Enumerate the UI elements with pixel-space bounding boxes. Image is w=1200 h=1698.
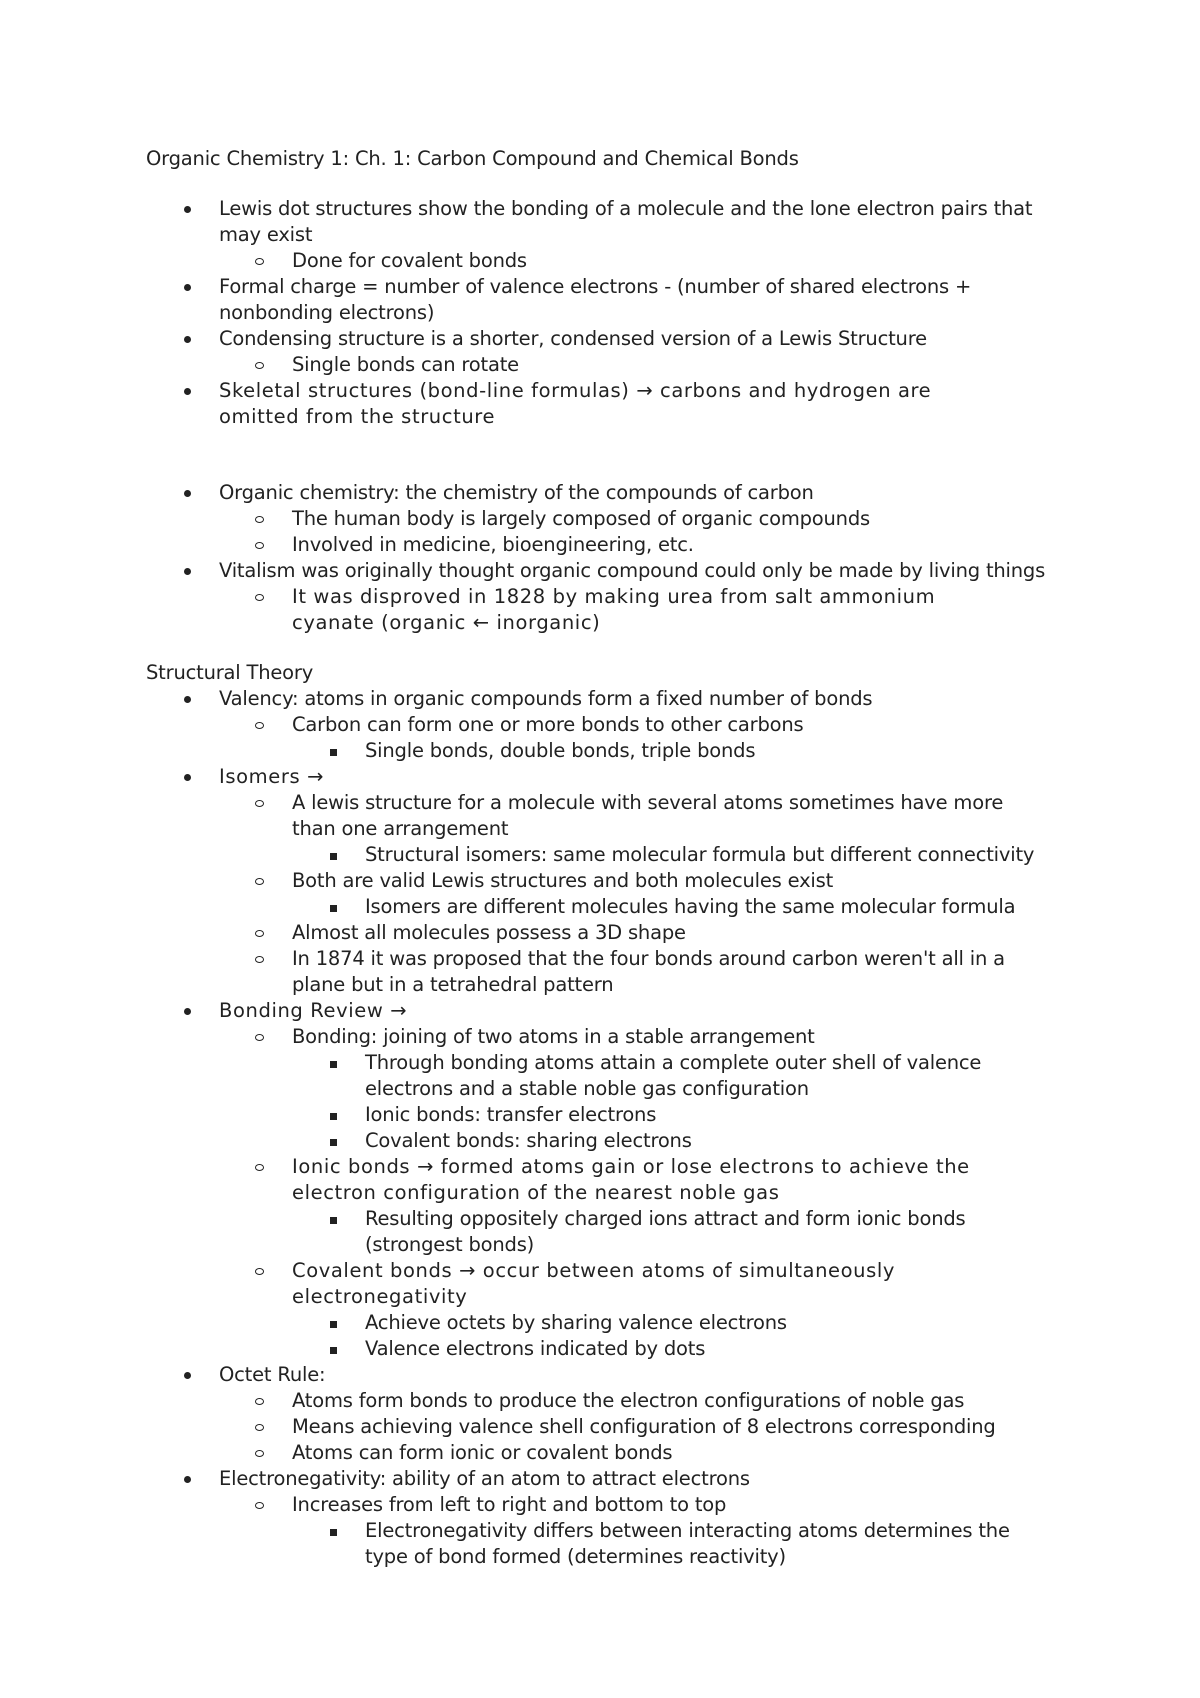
hollow-bullet-icon bbox=[246, 868, 276, 894]
list-item: Electronegativity differs between interacting atoms determines the type of bond formed (determines reactivity) bbox=[0, 1518, 1200, 1570]
list-item: Organic chemistry: the chemistry of the compounds of carbon bbox=[0, 480, 1200, 506]
document-title: Organic Chemistry 1: Ch. 1: Carbon Compound and Chemical Bonds bbox=[146, 147, 799, 170]
square-bullet-icon bbox=[320, 1518, 350, 1544]
hollow-bullet-icon bbox=[246, 1492, 276, 1518]
list-item: Lewis dot structures show the bonding of a molecule and the lone electron pairs that may exist bbox=[0, 196, 1200, 248]
list-item: Electronegativity: ability of an atom to attract electrons bbox=[0, 1466, 1200, 1492]
hollow-bullet-icon bbox=[246, 946, 276, 972]
list-item: Resulting oppositely charged ions attract and form ionic bonds (strongest bonds) bbox=[0, 1206, 1200, 1258]
list-item: Atoms can form ionic or covalent bonds bbox=[0, 1440, 1200, 1466]
bullet-icon bbox=[174, 326, 204, 352]
square-bullet-icon bbox=[320, 1102, 350, 1128]
list-item: Structural isomers: same molecular formula but different connectivity bbox=[0, 842, 1200, 868]
list-item: Both are valid Lewis structures and both molecules exist bbox=[0, 868, 1200, 894]
hollow-bullet-icon bbox=[246, 790, 276, 816]
square-bullet-icon bbox=[320, 1128, 350, 1154]
hollow-bullet-icon bbox=[246, 584, 276, 610]
hollow-bullet-icon bbox=[246, 506, 276, 532]
bullet-icon bbox=[174, 686, 204, 712]
bullet-icon bbox=[174, 378, 204, 404]
hollow-bullet-icon bbox=[246, 532, 276, 558]
list-item: Atoms form bonds to produce the electron configurations of noble gas bbox=[0, 1388, 1200, 1414]
list-item: Octet Rule: bbox=[0, 1362, 1200, 1388]
list-item: Done for covalent bonds bbox=[0, 248, 1200, 274]
bullet-icon bbox=[174, 1466, 204, 1492]
hollow-bullet-icon bbox=[246, 1024, 276, 1050]
list-item: Single bonds can rotate bbox=[0, 352, 1200, 378]
bullet-icon bbox=[174, 196, 204, 222]
section-heading: Structural Theory bbox=[146, 661, 314, 684]
list-item: Single bonds, double bonds, triple bonds bbox=[0, 738, 1200, 764]
bullet-icon bbox=[174, 1362, 204, 1388]
list-item: Means achieving valence shell configuration of 8 electrons corresponding bbox=[0, 1414, 1200, 1440]
list-item: Isomers → bbox=[0, 764, 1200, 790]
list-item: Valency: atoms in organic compounds form a fixed number of bonds bbox=[0, 686, 1200, 712]
hollow-bullet-icon bbox=[246, 920, 276, 946]
square-bullet-icon bbox=[320, 1310, 350, 1336]
square-bullet-icon bbox=[320, 738, 350, 764]
bullet-icon bbox=[174, 274, 204, 300]
list-item: Bonding: joining of two atoms in a stable arrangement bbox=[0, 1024, 1200, 1050]
square-bullet-icon bbox=[320, 1206, 350, 1232]
hollow-bullet-icon bbox=[246, 248, 276, 274]
list-item: Vitalism was originally thought organic compound could only be made by living things bbox=[0, 558, 1200, 584]
list-item: Condensing structure is a shorter, condensed version of a Lewis Structure bbox=[0, 326, 1200, 352]
bullet-icon bbox=[174, 480, 204, 506]
list-item: Valence electrons indicated by dots bbox=[0, 1336, 1200, 1362]
square-bullet-icon bbox=[320, 842, 350, 868]
list-item: Through bonding atoms attain a complete outer shell of valence electrons and a stable noble gas configuration bbox=[0, 1050, 1200, 1102]
list-item: Isomers are different molecules having the same molecular formula bbox=[0, 894, 1200, 920]
square-bullet-icon bbox=[320, 1050, 350, 1076]
list-item: Skeletal structures (bond-line formulas) → carbons and hydrogen are omitted from the structure bbox=[0, 378, 1200, 430]
list-item: It was disproved in 1828 by making urea from salt ammonium cyanate (organic ← inorganic) bbox=[0, 584, 1200, 636]
list-item: Ionic bonds → formed atoms gain or lose electrons to achieve the electron configuration of the nearest noble gas bbox=[0, 1154, 1200, 1206]
notes-section-1 bbox=[0, 196, 1200, 430]
hollow-bullet-icon bbox=[246, 352, 276, 378]
hollow-bullet-icon bbox=[246, 1388, 276, 1414]
list-item: Increases from left to right and bottom to top bbox=[0, 1492, 1200, 1518]
bullet-icon bbox=[174, 998, 204, 1024]
list-item: A lewis structure for a molecule with several atoms sometimes have more than one arrangement bbox=[0, 790, 1200, 842]
hollow-bullet-icon bbox=[246, 1154, 276, 1180]
square-bullet-icon bbox=[320, 1336, 350, 1362]
list-item: In 1874 it was proposed that the four bonds around carbon weren't all in a plane but in a tetrahedral pattern bbox=[0, 946, 1200, 998]
list-item: The human body is largely composed of organic compounds bbox=[0, 506, 1200, 532]
list-item: Involved in medicine, bioengineering, etc. bbox=[0, 532, 1200, 558]
bullet-icon bbox=[174, 764, 204, 790]
notes-section-2 bbox=[0, 480, 1200, 636]
list-item: Achieve octets by sharing valence electrons bbox=[0, 1310, 1200, 1336]
list-item: Carbon can form one or more bonds to other carbons bbox=[0, 712, 1200, 738]
notes-section-3 bbox=[0, 686, 1200, 1570]
square-bullet-icon bbox=[320, 894, 350, 920]
list-item: Formal charge = number of valence electrons - (number of shared electrons + nonbonding electrons) bbox=[0, 274, 1200, 326]
hollow-bullet-icon bbox=[246, 1414, 276, 1440]
list-item: Ionic bonds: transfer electrons bbox=[0, 1102, 1200, 1128]
hollow-bullet-icon bbox=[246, 1440, 276, 1466]
bullet-icon bbox=[174, 558, 204, 584]
list-item: Covalent bonds → occur between atoms of simultaneously electronegativity bbox=[0, 1258, 1200, 1310]
hollow-bullet-icon bbox=[246, 1258, 276, 1284]
list-item: Bonding Review → bbox=[0, 998, 1200, 1024]
list-item: Covalent bonds: sharing electrons bbox=[0, 1128, 1200, 1154]
list-item: Almost all molecules possess a 3D shape bbox=[0, 920, 1200, 946]
hollow-bullet-icon bbox=[246, 712, 276, 738]
